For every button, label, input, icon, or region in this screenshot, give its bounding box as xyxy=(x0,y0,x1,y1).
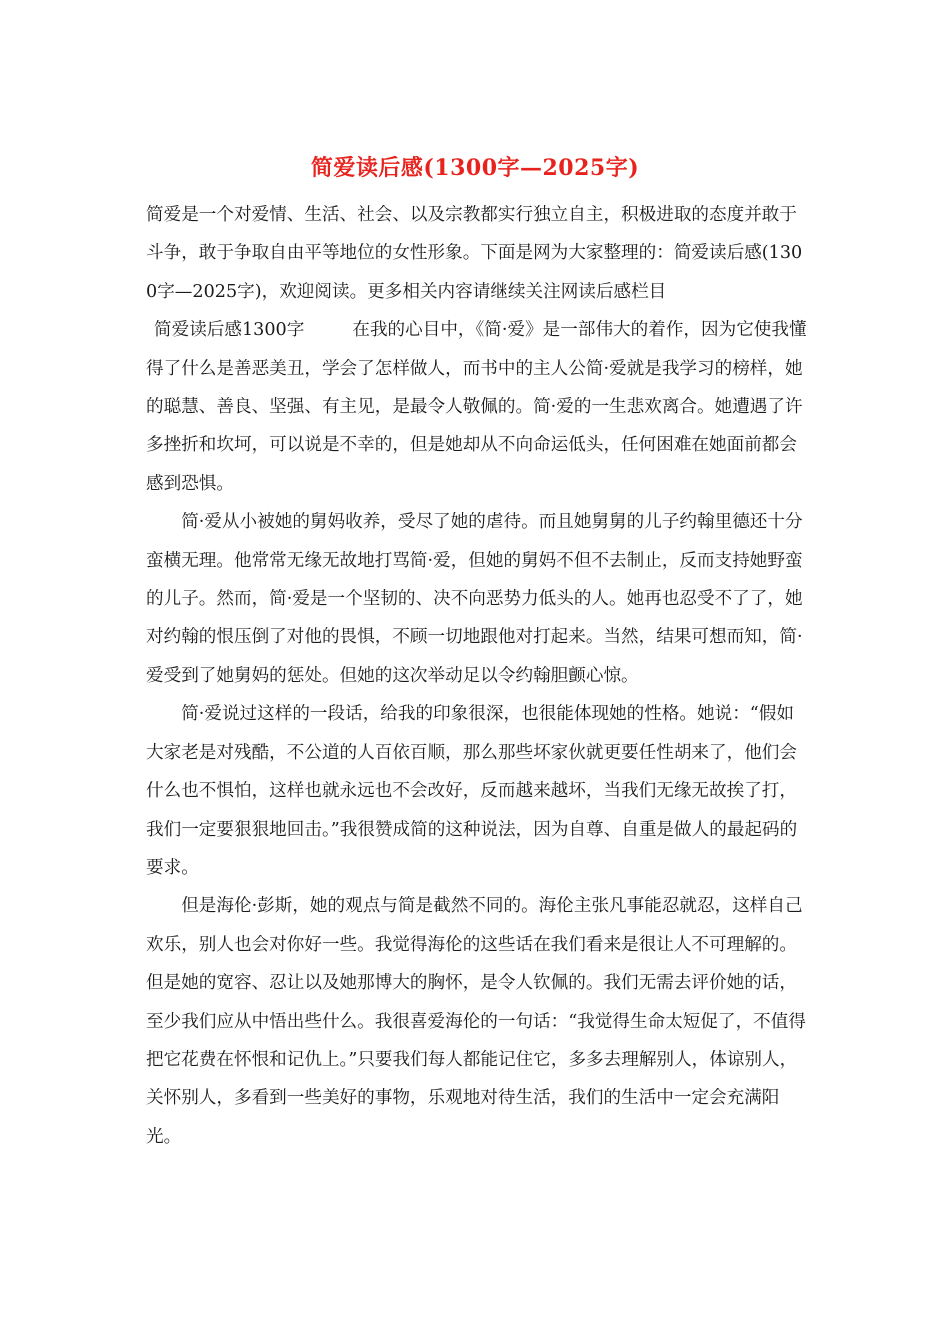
paragraph-3: 简·爱说过这样的一段话，给我的印象很深，也很能体现她的性格。她说：“假如大家老是对残酷，不公道的人百依百顺，那么那些坏家伙就更要任性胡来了，他们会什么也不惧怕，这样也就永远也不会改好，反而越来越坏，当我们无缘无故挨了打，我们一定要狠狠地回击。”我很赞成简的这种说法，因为自尊、自重是做人的最起码的要求。 xyxy=(146,704,798,878)
document-body xyxy=(146,196,810,1156)
section-paragraph xyxy=(146,311,810,503)
section-heading: 简爱读后感1300字 xyxy=(154,320,305,341)
paragraph-1-text: 在我的心目中，《简·爱》是一部伟大的着作，因为它使我懂得了什么是善恶美丑，学会了怎样做人，而书中的主人公简·爱就是我学习的榜样，她的聪慧、善良、坚强、有主见，是最令人敬佩的。简·爱的一生悲欢离合。她遭遇了许多挫折和坎坷，可以说是不幸的，但是她却从不向命运低头，任何困难在她面前都会感到恐惧。 xyxy=(146,320,807,494)
document-title: 简爱读后感(1300字—2025字) xyxy=(310,155,640,181)
paragraph-4: 但是海伦·彭斯，她的观点与简是截然不同的。海伦主张凡事能忍就忍，这样自己欢乐，别人也会对你好一些。我觉得海伦的这些话在我们看来是很让人不可理解的。但是她的宽容、忍让以及她那博大的胸怀，是令人钦佩的。我们无需去评价她的话，至少我们应从中悟出些什么。我很喜爱海伦的一句话：“我觉得生命太短促了，不值得把它花费在怀恨和记仇上。”只要我们每人都能记住它，多多去理解别人，体谅别人，关怀别人，多看到一些美好的事物，乐观地对待生活，我们的生活中一定会充满阳光。 xyxy=(146,896,806,1147)
intro-paragraph: 简爱是一个对爱情、生活、社会、以及宗教都实行独立自主，积极进取的态度并敢于斗争，敢于争取自由平等地位的女性形象。下面是网为大家整理的：简爱读后感(1300字—2025字)，欢迎阅读。更多相关内容请继续关注网读后感栏目 xyxy=(146,205,803,302)
paragraph-2: 简·爱从小被她的舅妈收养，受尽了她的虐待。而且她舅舅的儿子约翰里德还十分蛮横无理。他常常无缘无故地打骂简·爱，但她的舅妈不但不去制止，反而支持她野蛮的儿子。然而，简·爱是一个坚韧的、决不向恶势力低头的人。她再也忍受不了了，她对约翰的恨压倒了对他的畏惧，不顾一切地跟他对打起来。当然，结果可想而知，简·爱受到了她舅妈的惩处。但她的这次举动足以令约翰胆颤心惊。 xyxy=(146,512,803,686)
